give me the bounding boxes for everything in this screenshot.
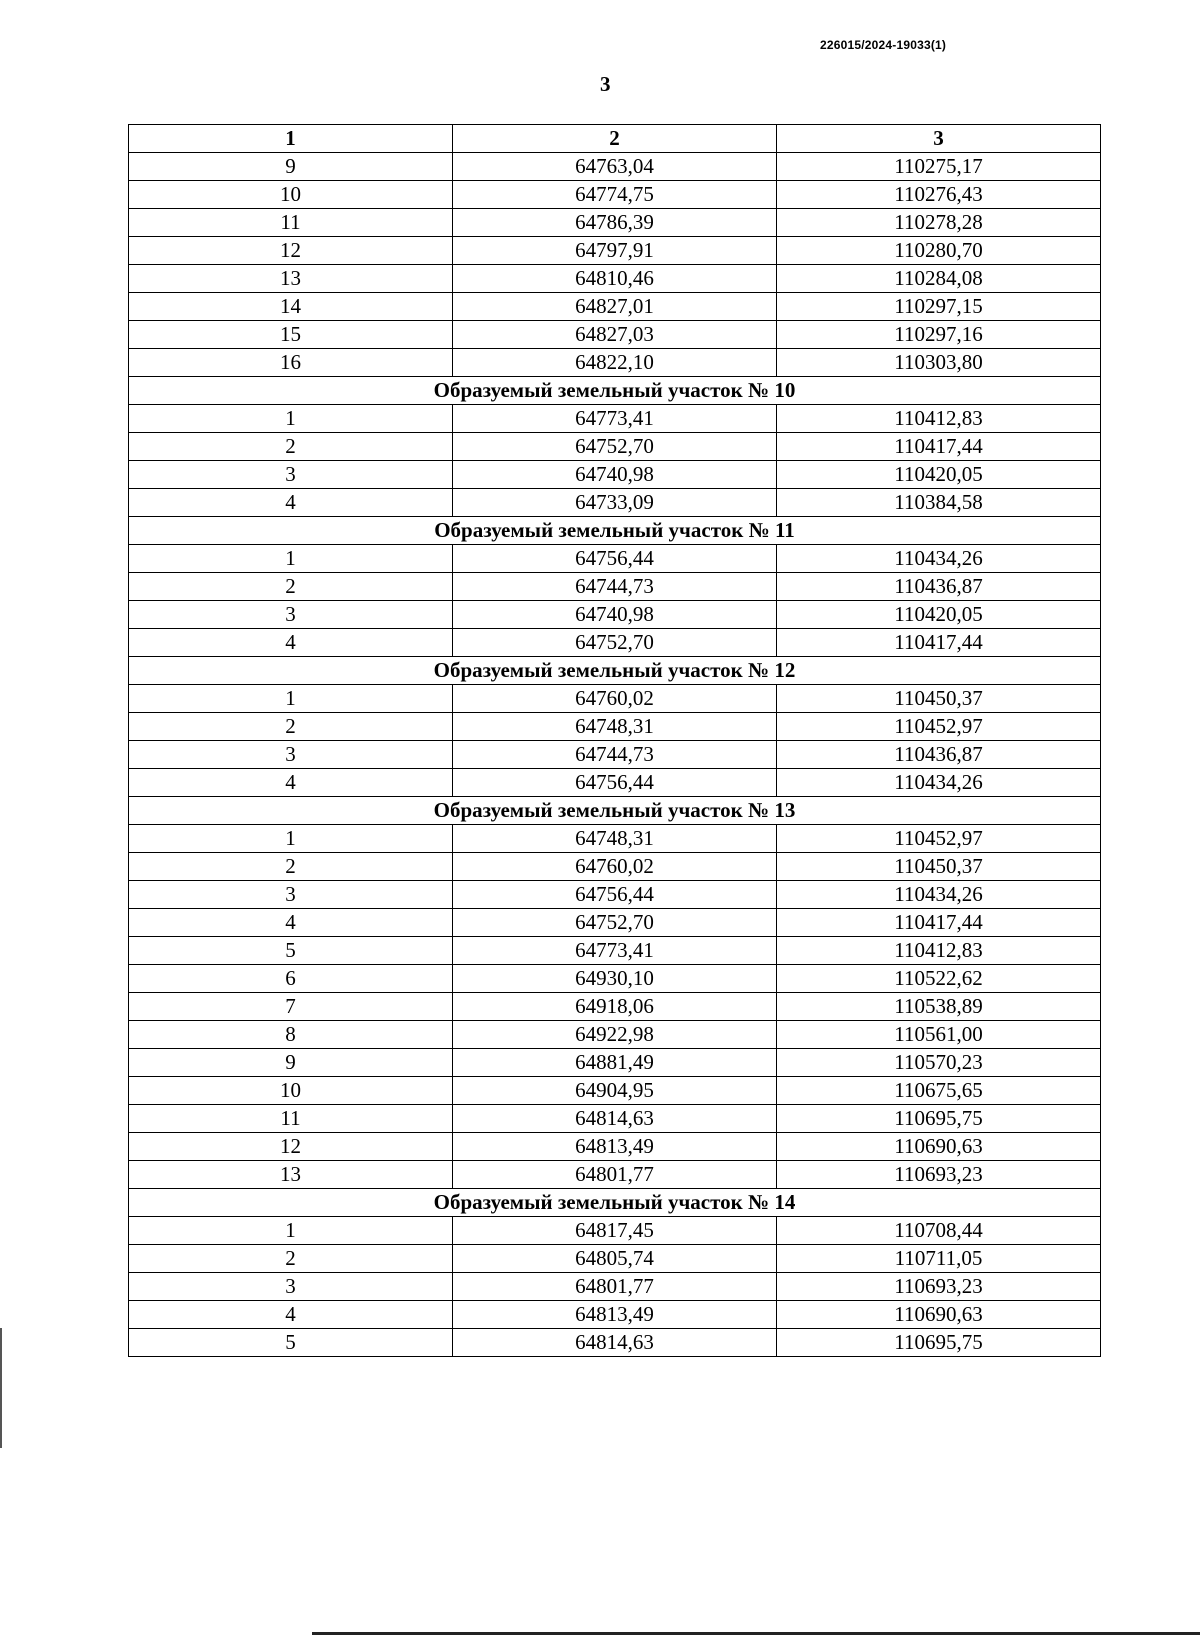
x-coordinate-cell: 64752,70 bbox=[453, 629, 777, 657]
point-number-cell: 2 bbox=[129, 573, 453, 601]
y-coordinate-cell: 110417,44 bbox=[777, 433, 1101, 461]
coordinates-table bbox=[128, 124, 1101, 1357]
x-coordinate-cell: 64752,70 bbox=[453, 909, 777, 937]
x-coordinate-cell: 64813,49 bbox=[453, 1301, 777, 1329]
point-number-cell: 6 bbox=[129, 965, 453, 993]
y-coordinate-cell: 110434,26 bbox=[777, 545, 1101, 573]
y-coordinate-cell: 110711,05 bbox=[777, 1245, 1101, 1273]
x-coordinate-cell: 64760,02 bbox=[453, 685, 777, 713]
table-row bbox=[129, 965, 1101, 993]
table-row bbox=[129, 405, 1101, 433]
x-coordinate-cell: 64740,98 bbox=[453, 461, 777, 489]
x-coordinate-cell: 64922,98 bbox=[453, 1021, 777, 1049]
point-number-cell: 10 bbox=[129, 181, 453, 209]
y-coordinate-cell: 110384,58 bbox=[777, 489, 1101, 517]
point-number-cell: 16 bbox=[129, 349, 453, 377]
x-coordinate-cell: 64813,49 bbox=[453, 1133, 777, 1161]
table-row bbox=[129, 825, 1101, 853]
table-row bbox=[129, 741, 1101, 769]
table-row bbox=[129, 1273, 1101, 1301]
y-coordinate-cell: 110434,26 bbox=[777, 769, 1101, 797]
x-coordinate-cell: 64810,46 bbox=[453, 265, 777, 293]
table-row bbox=[129, 853, 1101, 881]
y-coordinate-cell: 110434,26 bbox=[777, 881, 1101, 909]
group-header-row bbox=[129, 517, 1101, 545]
point-number-cell: 4 bbox=[129, 1301, 453, 1329]
point-number-cell: 10 bbox=[129, 1077, 453, 1105]
x-coordinate-cell: 64930,10 bbox=[453, 965, 777, 993]
group-header-row bbox=[129, 377, 1101, 405]
point-number-cell: 3 bbox=[129, 601, 453, 629]
point-number-cell: 3 bbox=[129, 461, 453, 489]
x-coordinate-cell: 64814,63 bbox=[453, 1329, 777, 1357]
point-number-cell: 9 bbox=[129, 1049, 453, 1077]
table-row bbox=[129, 1021, 1101, 1049]
x-coordinate-cell: 64744,73 bbox=[453, 573, 777, 601]
y-coordinate-cell: 110297,15 bbox=[777, 293, 1101, 321]
point-number-cell: 12 bbox=[129, 1133, 453, 1161]
group-header-row bbox=[129, 1189, 1101, 1217]
point-number-cell: 1 bbox=[129, 685, 453, 713]
table-row bbox=[129, 489, 1101, 517]
y-coordinate-cell: 110675,65 bbox=[777, 1077, 1101, 1105]
point-number-cell: 13 bbox=[129, 265, 453, 293]
point-number-cell: 13 bbox=[129, 1161, 453, 1189]
x-coordinate-cell: 64817,45 bbox=[453, 1217, 777, 1245]
x-coordinate-cell: 64763,04 bbox=[453, 153, 777, 181]
point-number-cell: 11 bbox=[129, 209, 453, 237]
y-coordinate-cell: 110412,83 bbox=[777, 937, 1101, 965]
table-row bbox=[129, 545, 1101, 573]
x-coordinate-cell: 64827,03 bbox=[453, 321, 777, 349]
point-number-cell: 3 bbox=[129, 741, 453, 769]
y-coordinate-cell: 110303,80 bbox=[777, 349, 1101, 377]
point-number-cell: 7 bbox=[129, 993, 453, 1021]
y-coordinate-cell: 110278,28 bbox=[777, 209, 1101, 237]
point-number-cell: 2 bbox=[129, 713, 453, 741]
y-coordinate-cell: 110695,75 bbox=[777, 1105, 1101, 1133]
x-coordinate-cell: 64805,74 bbox=[453, 1245, 777, 1273]
point-number-cell: 4 bbox=[129, 769, 453, 797]
y-coordinate-cell: 110417,44 bbox=[777, 909, 1101, 937]
x-coordinate-cell: 64918,06 bbox=[453, 993, 777, 1021]
table-row bbox=[129, 1077, 1101, 1105]
table-row bbox=[129, 1245, 1101, 1273]
x-coordinate-cell: 64752,70 bbox=[453, 433, 777, 461]
x-coordinate-cell: 64801,77 bbox=[453, 1161, 777, 1189]
x-coordinate-cell: 64744,73 bbox=[453, 741, 777, 769]
table-row bbox=[129, 601, 1101, 629]
y-coordinate-cell: 110420,05 bbox=[777, 601, 1101, 629]
x-coordinate-cell: 64740,98 bbox=[453, 601, 777, 629]
point-number-cell: 1 bbox=[129, 405, 453, 433]
table-row bbox=[129, 293, 1101, 321]
table-row bbox=[129, 209, 1101, 237]
point-number-cell: 4 bbox=[129, 489, 453, 517]
table-row bbox=[129, 265, 1101, 293]
point-number-cell: 14 bbox=[129, 293, 453, 321]
land-plot-title: Образуемый земельный участок № 12 bbox=[129, 657, 1101, 685]
x-coordinate-cell: 64760,02 bbox=[453, 853, 777, 881]
table-row bbox=[129, 573, 1101, 601]
x-coordinate-cell: 64773,41 bbox=[453, 405, 777, 433]
y-coordinate-cell: 110297,16 bbox=[777, 321, 1101, 349]
point-number-cell: 2 bbox=[129, 433, 453, 461]
y-coordinate-cell: 110538,89 bbox=[777, 993, 1101, 1021]
y-coordinate-cell: 110450,37 bbox=[777, 853, 1101, 881]
table-row bbox=[129, 321, 1101, 349]
x-coordinate-cell: 64733,09 bbox=[453, 489, 777, 517]
table-row bbox=[129, 153, 1101, 181]
point-number-cell: 4 bbox=[129, 909, 453, 937]
y-coordinate-cell: 110695,75 bbox=[777, 1329, 1101, 1357]
column-header-3: 3 bbox=[777, 125, 1101, 153]
table-row bbox=[129, 769, 1101, 797]
group-header-row bbox=[129, 797, 1101, 825]
land-plot-title: Образуемый земельный участок № 10 bbox=[129, 377, 1101, 405]
point-number-cell: 2 bbox=[129, 853, 453, 881]
point-number-cell: 1 bbox=[129, 825, 453, 853]
point-number-cell: 9 bbox=[129, 153, 453, 181]
x-coordinate-cell: 64756,44 bbox=[453, 769, 777, 797]
y-coordinate-cell: 110693,23 bbox=[777, 1161, 1101, 1189]
x-coordinate-cell: 64748,31 bbox=[453, 825, 777, 853]
table-row bbox=[129, 993, 1101, 1021]
table-row bbox=[129, 629, 1101, 657]
table-row bbox=[129, 1105, 1101, 1133]
table-row bbox=[129, 881, 1101, 909]
y-coordinate-cell: 110420,05 bbox=[777, 461, 1101, 489]
y-coordinate-cell: 110417,44 bbox=[777, 629, 1101, 657]
point-number-cell: 3 bbox=[129, 1273, 453, 1301]
column-header-2: 2 bbox=[453, 125, 777, 153]
x-coordinate-cell: 64756,44 bbox=[453, 545, 777, 573]
table-row bbox=[129, 1161, 1101, 1189]
y-coordinate-cell: 110452,97 bbox=[777, 825, 1101, 853]
point-number-cell: 5 bbox=[129, 1329, 453, 1357]
table-header-row bbox=[129, 125, 1101, 153]
table-row bbox=[129, 1217, 1101, 1245]
y-coordinate-cell: 110570,23 bbox=[777, 1049, 1101, 1077]
document-number: 226015/2024-19033(1) bbox=[820, 38, 947, 52]
table-row bbox=[129, 1049, 1101, 1077]
table-row bbox=[129, 937, 1101, 965]
y-coordinate-cell: 110436,87 bbox=[777, 741, 1101, 769]
table-row bbox=[129, 713, 1101, 741]
table-row bbox=[129, 237, 1101, 265]
x-coordinate-cell: 64827,01 bbox=[453, 293, 777, 321]
x-coordinate-cell: 64786,39 bbox=[453, 209, 777, 237]
y-coordinate-cell: 110690,63 bbox=[777, 1133, 1101, 1161]
table-body bbox=[129, 153, 1101, 1357]
land-plot-title: Образуемый земельный участок № 14 bbox=[129, 1189, 1101, 1217]
point-number-cell: 15 bbox=[129, 321, 453, 349]
column-header-1: 1 bbox=[129, 125, 453, 153]
point-number-cell: 2 bbox=[129, 1245, 453, 1273]
table-row bbox=[129, 433, 1101, 461]
table-row bbox=[129, 909, 1101, 937]
y-coordinate-cell: 110561,00 bbox=[777, 1021, 1101, 1049]
y-coordinate-cell: 110412,83 bbox=[777, 405, 1101, 433]
y-coordinate-cell: 110450,37 bbox=[777, 685, 1101, 713]
scan-bottom-rule bbox=[312, 1632, 1200, 1635]
point-number-cell: 11 bbox=[129, 1105, 453, 1133]
x-coordinate-cell: 64774,75 bbox=[453, 181, 777, 209]
table-row bbox=[129, 1133, 1101, 1161]
y-coordinate-cell: 110690,63 bbox=[777, 1301, 1101, 1329]
x-coordinate-cell: 64801,77 bbox=[453, 1273, 777, 1301]
x-coordinate-cell: 64814,63 bbox=[453, 1105, 777, 1133]
x-coordinate-cell: 64822,10 bbox=[453, 349, 777, 377]
y-coordinate-cell: 110708,44 bbox=[777, 1217, 1101, 1245]
table-row bbox=[129, 685, 1101, 713]
table-row bbox=[129, 1329, 1101, 1357]
x-coordinate-cell: 64756,44 bbox=[453, 881, 777, 909]
x-coordinate-cell: 64773,41 bbox=[453, 937, 777, 965]
table-row bbox=[129, 349, 1101, 377]
group-header-row bbox=[129, 657, 1101, 685]
point-number-cell: 8 bbox=[129, 1021, 453, 1049]
point-number-cell: 1 bbox=[129, 1217, 453, 1245]
point-number-cell: 3 bbox=[129, 881, 453, 909]
y-coordinate-cell: 110436,87 bbox=[777, 573, 1101, 601]
y-coordinate-cell: 110693,23 bbox=[777, 1273, 1101, 1301]
land-plot-title: Образуемый земельный участок № 11 bbox=[129, 517, 1101, 545]
x-coordinate-cell: 64881,49 bbox=[453, 1049, 777, 1077]
page-number: 3 bbox=[600, 72, 611, 96]
y-coordinate-cell: 110284,08 bbox=[777, 265, 1101, 293]
table-row bbox=[129, 1301, 1101, 1329]
point-number-cell: 5 bbox=[129, 937, 453, 965]
table-row bbox=[129, 181, 1101, 209]
point-number-cell: 1 bbox=[129, 545, 453, 573]
y-coordinate-cell: 110276,43 bbox=[777, 181, 1101, 209]
y-coordinate-cell: 110522,62 bbox=[777, 965, 1101, 993]
point-number-cell: 12 bbox=[129, 237, 453, 265]
scan-edge-mark bbox=[0, 1328, 8, 1448]
table-row bbox=[129, 461, 1101, 489]
point-number-cell: 4 bbox=[129, 629, 453, 657]
land-plot-title: Образуемый земельный участок № 13 bbox=[129, 797, 1101, 825]
x-coordinate-cell: 64748,31 bbox=[453, 713, 777, 741]
x-coordinate-cell: 64904,95 bbox=[453, 1077, 777, 1105]
x-coordinate-cell: 64797,91 bbox=[453, 237, 777, 265]
y-coordinate-cell: 110280,70 bbox=[777, 237, 1101, 265]
y-coordinate-cell: 110275,17 bbox=[777, 153, 1101, 181]
y-coordinate-cell: 110452,97 bbox=[777, 713, 1101, 741]
